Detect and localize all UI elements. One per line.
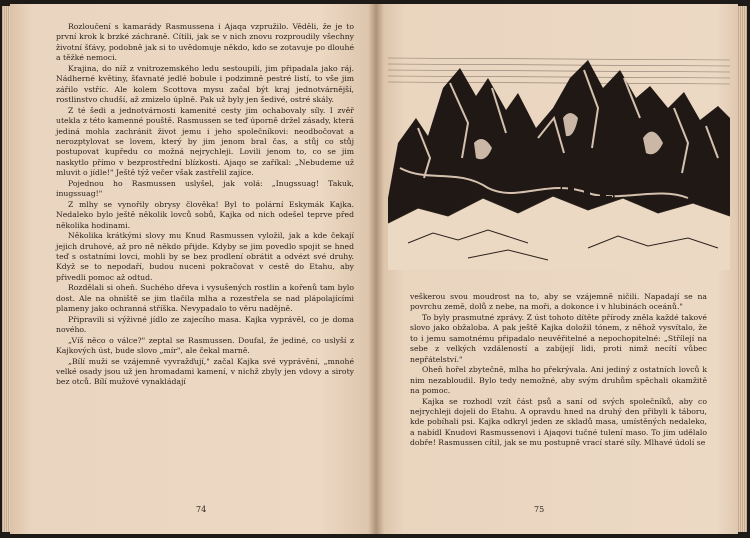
page-edges-right bbox=[738, 6, 747, 532]
page-edges-left bbox=[2, 6, 10, 532]
paragraph: Rozdělali si oheň. Suchého dřeva i vysušených rostlin a kořenů tam bylo dost. Ale na ohniště se jim tlačila mlha a rozestřela se nad plápolajícími plameny jako ochranná stříška. Nevypadalo to věru nadějně. bbox=[56, 283, 354, 314]
paragraph: To byly prasmutné zprávy. Z úst tohoto dítěte přírody zněla každé takové slovo jako obžaloba. A pak ještě Kajka doložil tónem, z něhož vysvítalo, že to i jemu samotnému připadalo neuvěřitelné a nepochopitelné: „Střílejí na sebe z velkých vzdáleností a zabíjejí lidi, proti nimž necítí vůbec nepřátelství." bbox=[410, 312, 707, 364]
page-number-right: 75 bbox=[534, 505, 545, 514]
paragraph: Pojednou ho Rasmussen uslyšel, jak volá: „Inugssuag! Takuk, inugssuag!" bbox=[56, 178, 354, 199]
right-page-text bbox=[410, 292, 707, 449]
mountain-illustration bbox=[388, 48, 730, 270]
book-gutter bbox=[368, 4, 384, 534]
paragraph: Krajina, do níž z vnitrozemského ledu sestoupili, jim připadala jako ráj. Nádherné květiny, šťavnaté jedlé bobule i podzimně pestré listí, to vše jim zářilo vstříc. Ale kolem Scottova mysu začal být kraj jednotvárnější, rostlinstvo chudší, až zmizelo úplně. Pak už byly jen šedivé, ostré skály. bbox=[56, 63, 354, 105]
left-page-text bbox=[56, 22, 354, 388]
paragraph: Kajka se rozhodl vzít část psů a saní od svých společníků, aby co nejrychleji dojeli do Etahu. A opravdu hned na druhý den přibyli k táboru, kde pobíhali psi. Kajka odkryl jeden ze skladů masa, umístěných nedaleko, a nabídl Knudovi Rasmussenovi i Ajaqovi tučné tulení maso. To jim udělalo dobře! Rasmussen cítil, jak se mu postupně vrací staré síly. Mlhavé údolí se bbox=[410, 396, 707, 448]
right-page bbox=[376, 4, 738, 534]
paragraph: Připravili si výživné jídlo ze zajecího masa. Kajka vyprávěl, co je doma nového. bbox=[56, 314, 354, 335]
page-number-left: 74 bbox=[196, 505, 207, 514]
paragraph: Rozloučení s kamarády Rasmussena i Ajaqa vzpružilo. Věděli, že je to první krok k brzké záchraně. Cítili, jak se v nich znovu rozproudily všechny životní šťávy, podobně jak si to uvědomuje někdo, kdo se zotavuje po dlouhé a těžké nemoci. bbox=[56, 22, 354, 63]
paragraph: Několika krátkými slovy mu Knud Rasmussen vyložil, jak a kde čekají jejich druhové, až pro ně někdo přijde. Kdyby se jim povedlo spojit se hned teď s ostatními lovci, mohli by se bez prodlení obrátit a odvézt své druhy. Když se to nepodaří, budou nuceni pokračovat v cestě do Etahu, aby přivedli pomoc až odtud. bbox=[56, 231, 354, 282]
paragraph: „Víš něco o válce?" zeptal se Rasmussen. Doufal, že jediné, co uslyší z Kajkových úst, bude slovo „mír", ale čekal marně. bbox=[56, 335, 354, 356]
left-page bbox=[10, 4, 376, 534]
figures bbox=[560, 166, 614, 200]
paragraph: „Bílí muži se vzájemně vyvražďují," začal Kajka své vyprávění, „mnohé velké osady jsou už jen hromadami kamení, v nichž zbyly jen vdovy a siroty bez otců. Bílí mužové vynakládají bbox=[56, 356, 354, 387]
paragraph: Z mlhy se vynořily obrysy člověka! Byl to polární Eskymák Kajka. Nedaleko bylo ještě několik lovců sobů, Kajka od nich odešel teprve před několika hodinami. bbox=[56, 199, 354, 230]
paragraph: Oheň hořel zbytečně, mlha ho překrývala. Ani jediný z ostatních lovců k nim nezabloudil. Bylo tedy nemožné, aby svým druhům spěchali okamžitě na pomoc. bbox=[410, 365, 707, 396]
paragraph: Z té šedi a jednotvárnosti kamenité cesty jim ochabovaly síly. I zvěř utekla z této kamenné pouště. Rasmussen se teď úporně držel zásady, která jediná mohla zachránit život jemu i jeho společníkovi: neodbočovat a nerozptylovat se lovem, který by jim jenom bral čas, a stůj co stůj postupovat kupředu co možná nejrychleji. Lovili jenom to, co se jim naskytlo přímo v bezprostřední blízkosti. Ajaqo se zaříkal: „Nebudeme už mluvit o jídle!" Ještě týž večer však zastřelil zajíce. bbox=[56, 105, 354, 178]
paragraph: veškerou svou moudrost na to, aby se vzájemně ničili. Napadají se na povrchu země, dolů z nebe, na moři, a dokonce i v hlubinách oceánů." bbox=[410, 292, 707, 312]
